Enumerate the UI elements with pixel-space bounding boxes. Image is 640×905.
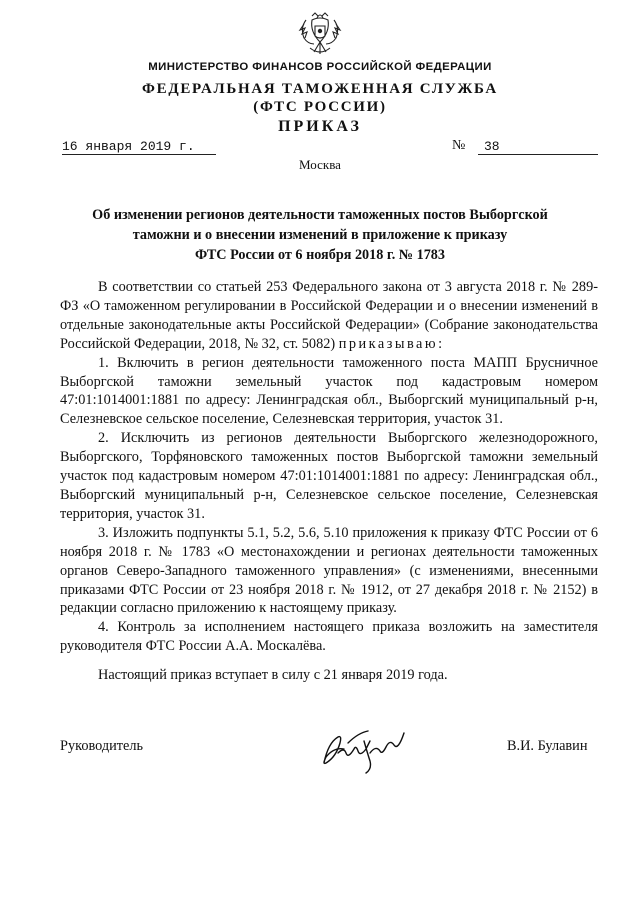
order-number-label: №: [452, 138, 466, 153]
handwritten-signature-icon: [318, 723, 413, 775]
preamble-paragraph: [60, 278, 598, 354]
item-4: 4. Контроль за исполнением настоящего приказа возложить на заместителя руководителя ФТС России А.А. Москалёва.: [60, 619, 598, 655]
order-number-value: 38: [484, 139, 500, 154]
city: Москва: [299, 157, 341, 172]
item-1: 1. Включить в регион деятельности таможенного поста МАПП Брусничное Выборгской таможни земельный участок под кадастровым номером 47:01:1014001:1881 по адресу: Ленинградская обл., Выборгский муниципальный р-н, Селезневское сельское поселение, Селезневская территория, участок 31.: [60, 354, 598, 428]
document-title: [70, 205, 570, 265]
command-text: приказываю:: [338, 335, 445, 352]
item-2: 2. Исключить из регионов деятельности Выборгского железнодорожного, Выборгского, Торфяновского таможенных постов Выборгской таможни земельный участок под кадастровым номером 47:01:1014001:1881 по адресу: Ленинградская обл., Выборгский муниципальный р-н, Селезневское сельское поселение, Селезневская территория, участок 31.: [60, 430, 598, 522]
effective-date-text: Настоящий приказ вступает в силу с 21 января 2019 года.: [98, 667, 448, 683]
order-date: 16 января 2019 г.: [62, 139, 216, 155]
signatory-role: Руководитель: [60, 738, 144, 754]
service-name: [0, 80, 640, 116]
service-name-line1: ФЕДЕРАЛЬНАЯ ТАМОЖЕННАЯ СЛУЖБА: [142, 81, 498, 97]
double-headed-eagle-emblem-icon: [298, 10, 342, 60]
document-title-line2: таможни и о внесении изменений в приложение к приказу: [132, 227, 508, 243]
item-3: 3. Изложить подпункты 5.1, 5.2, 5.6, 5.10 приложения к приказу ФТС России от 6 ноября 2018 г. № 1783 «О местонахождении и регионах деятельности таможенных органов Северо-Западного таможенного управления» (с изменениями, внесенными приказами ФТС России от 23 ноября 2018 г. № 1912, от 27 декабря 2018 г. № 2152) в редакции согласно приложению к настоящему приказу.: [60, 524, 598, 617]
order-number: [478, 139, 598, 155]
document-title-line3: ФТС России от 6 ноября 2018 г. № 1783: [195, 247, 445, 263]
service-name-line2: (ФТС РОССИИ): [253, 99, 387, 115]
ministry-name: МИНИСТЕРСТВО ФИНАНСОВ РОССИЙСКОЙ ФЕДЕРАЦИИ: [148, 61, 492, 73]
preamble-text: В соответствии со статьей 253 Федерального закона от 3 августа 2018 г. № 289-ФЗ «О таможенном регулировании в Российской Федерации и о внесении изменений в отдельные законодательные акты Российской Федерации» (Собрание законодательства Российской Федерации, 2018, № 32, ст. 5082): [60, 279, 598, 352]
order-heading: ПРИКАЗ: [278, 118, 362, 135]
document-body: [60, 278, 598, 656]
signatory-name: В.И. Булавин: [507, 738, 588, 754]
document-title-line1: Об изменении регионов деятельности таможенных постов Выборгской: [92, 207, 548, 223]
